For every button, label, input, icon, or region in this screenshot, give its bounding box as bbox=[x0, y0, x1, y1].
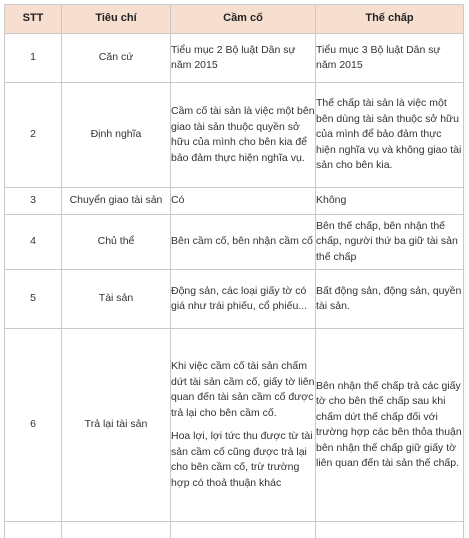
header-tieu-chi: Tiêu chí bbox=[62, 5, 171, 34]
the-chap-cell bbox=[316, 215, 464, 270]
empty-cell bbox=[62, 522, 171, 538]
cell-text: Thế chấp tài sản là việc một bên dùng tài sản thuộc sở hữu của mình để bảo đảm thực hiện nghĩa vụ và không giao tài sản cho bên kia. bbox=[316, 97, 462, 172]
cell-text: Hoa lợi, lợi tức thu được từ tài sản cầm cố cũng được trả lại cho bên cầm cố, trừ trường hợp có thoả thuận khác bbox=[171, 430, 313, 489]
the-chap-cell bbox=[316, 329, 464, 522]
cell-text: Khi việc cầm cố tài sản chấm dứt tài sản cầm cố, giấy tờ liên quan đến tài sản cầm cố được trả lại cho bên cầm cố. bbox=[171, 360, 315, 419]
table-row bbox=[5, 188, 464, 215]
cell-text: Bên cầm cố, bên nhận cầm cố bbox=[171, 235, 313, 248]
cell-text: Có bbox=[171, 194, 185, 207]
row-number: 6 bbox=[5, 329, 62, 522]
row-number: 2 bbox=[5, 83, 62, 188]
table-row bbox=[5, 329, 464, 522]
table-row bbox=[5, 83, 464, 188]
cell-text: Bên nhận thế chấp trả các giấy tờ cho bên thế chấp sau khi chấm dứt thế chấp đối với trường hợp các bên thỏa thuận bên nhận thế chấp giữ giấy tờ liên quan đến tài sản thế chấp. bbox=[316, 379, 462, 469]
row-number: 1 bbox=[5, 34, 62, 83]
row-number: 5 bbox=[5, 270, 62, 329]
row-number: 3 bbox=[5, 188, 62, 215]
empty-cell bbox=[316, 522, 464, 538]
header-the-chap: Thế chấp bbox=[316, 5, 464, 34]
criterion-cell: Căn cứ bbox=[62, 34, 171, 83]
cell-text: Không bbox=[316, 194, 347, 207]
the-chap-cell bbox=[316, 34, 464, 83]
table-header-row bbox=[5, 5, 464, 34]
table-row bbox=[5, 215, 464, 270]
criterion-cell: Tài sản bbox=[62, 270, 171, 329]
empty-cell bbox=[171, 522, 316, 538]
the-chap-cell bbox=[316, 188, 464, 215]
header-stt: STT bbox=[5, 5, 62, 34]
table-row bbox=[5, 270, 464, 329]
the-chap-cell bbox=[316, 270, 464, 329]
table-row bbox=[5, 34, 464, 83]
table-row-partial bbox=[5, 522, 464, 538]
header-cam-co: Cầm cố bbox=[171, 5, 316, 34]
cell-text: Bên thế chấp, bên nhận thế chấp, người thứ ba giữ tài sản thế chấp bbox=[316, 219, 458, 263]
cam-co-cell bbox=[171, 34, 316, 83]
criterion-cell: Chủ thể bbox=[62, 215, 171, 270]
cell-text: Động sản, các loại giấy tờ có giá như trái phiếu, cổ phiếu... bbox=[171, 284, 308, 312]
criterion-cell: Định nghĩa bbox=[62, 83, 171, 188]
comparison-table bbox=[4, 4, 464, 538]
cell-text: Tiểu mục 2 Bộ luật Dân sự năm 2015 bbox=[171, 43, 296, 71]
cam-co-cell bbox=[171, 329, 316, 522]
criterion-cell: Chuyển giao tài sản bbox=[62, 188, 171, 215]
cell-text: Tiểu mục 3 Bộ luật Dân sự năm 2015 bbox=[316, 43, 441, 71]
cam-co-cell bbox=[171, 270, 316, 329]
the-chap-cell bbox=[316, 83, 464, 188]
cell-text: Cầm cố tài sản là việc một bên giao tài sản thuộc quyền sở hữu của mình cho bên kia để bảo đảm thực hiện nghĩa vụ. bbox=[171, 105, 315, 164]
cam-co-cell bbox=[171, 215, 316, 270]
cell-text: Bất động sản, động sản, quyền tài sản. bbox=[316, 284, 462, 312]
cam-co-cell bbox=[171, 188, 316, 215]
criterion-cell: Trả lại tài sản bbox=[62, 329, 171, 522]
cam-co-cell bbox=[171, 83, 316, 188]
row-number: 4 bbox=[5, 215, 62, 270]
empty-cell bbox=[5, 522, 62, 538]
